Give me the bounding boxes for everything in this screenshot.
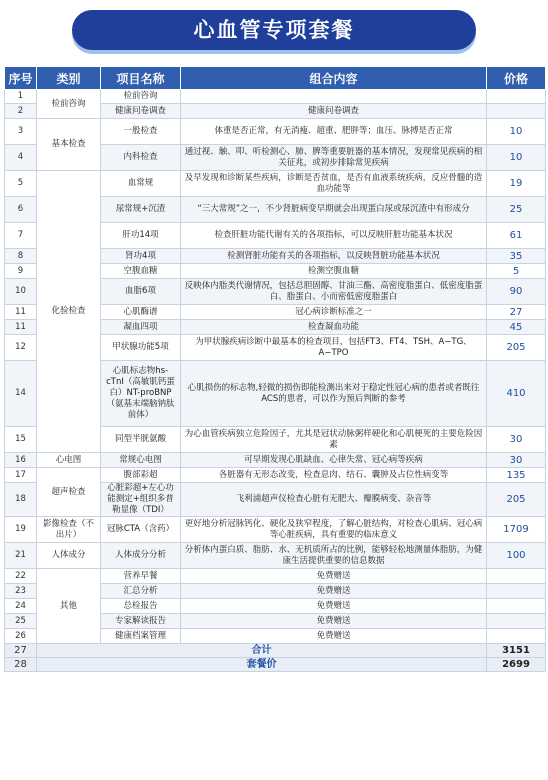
table-row: [5, 453, 546, 468]
row-category: 化验检查: [37, 171, 101, 453]
row-price: [487, 104, 546, 119]
row-content: 分析体内蛋白质、脂肪、水、无机质所占的比例，能够轻松地测量体脂肪，为健康生活提供重要的信息数据: [181, 543, 487, 569]
row-category: 影像检查（不出片）: [37, 517, 101, 543]
row-item-name: 心肌标志物hs-cTnI（高敏肌钙蛋白）NT-proBNP（氨基末端脑钠肽前体）: [101, 361, 181, 427]
row-category: 基本检查: [37, 119, 101, 171]
row-price: 61: [487, 223, 546, 249]
row-category: 心电图: [37, 453, 101, 468]
row-item-name: 检前咨询: [101, 90, 181, 104]
table-row: [5, 517, 546, 543]
total-label: 套餐价: [37, 658, 487, 672]
row-number: 1: [5, 90, 37, 104]
row-content: 及早发现和诊断某些疾病，诊断是否贫血，是否有血液系统疾病，反应骨髓的造血功能等: [181, 171, 487, 197]
table-row: [5, 171, 546, 197]
row-price: 35: [487, 249, 546, 264]
row-price: [487, 584, 546, 599]
row-number: 28: [5, 658, 37, 672]
row-item-name: 血脂6项: [101, 279, 181, 305]
row-item-name: 健康问卷调查: [101, 104, 181, 119]
row-content: 为心血管疾病独立危险因子，尤其是冠状动脉粥样硬化和心肌梗死的主要危险因素: [181, 427, 487, 453]
row-number: 24: [5, 599, 37, 614]
row-price: [487, 629, 546, 644]
table-body: [5, 90, 546, 672]
row-price: 30: [487, 453, 546, 468]
row-item-name: 甲状腺功能5项: [101, 335, 181, 361]
row-price: [487, 599, 546, 614]
row-content: 可早期发现心肌缺血、心律失常、冠心病等疾病: [181, 453, 487, 468]
header-category: 类别: [37, 67, 101, 90]
package-table: [4, 66, 546, 672]
row-content: 心肌损伤的标志物,轻微的损伤即能检测出来对于稳定性冠心病的患者或者既往ACS的患者，可以作为预后判断的参考: [181, 361, 487, 427]
row-number: 25: [5, 614, 37, 629]
row-category: 其他: [37, 569, 101, 644]
row-content: 免费赠送: [181, 584, 487, 599]
row-number: 9: [5, 264, 37, 279]
row-price: [487, 614, 546, 629]
row-item-name: 肾功4项: [101, 249, 181, 264]
row-price: 135: [487, 468, 546, 483]
table-header-row: [5, 67, 546, 90]
row-number: 10: [5, 279, 37, 305]
row-price: 27: [487, 305, 546, 320]
row-content: 更好地分析冠脉钙化、硬化及狭窄程度，了解心脏结构，对检查心肌病、冠心病等心脏疾病，具有重要的临床意义: [181, 517, 487, 543]
row-content: 通过视、触、叩、听检测心、肺、脾等重要脏器的基本情况，发现常见疾病的相关征兆，或初步排除常见疾病: [181, 145, 487, 171]
row-price: 19: [487, 171, 546, 197]
row-number: 26: [5, 629, 37, 644]
row-price: 205: [487, 335, 546, 361]
row-item-name: 尿常规+沉渣: [101, 197, 181, 223]
row-content: 体重是否正常，有无消瘦、超重、肥胖等；血压、脉搏是否正常: [181, 119, 487, 145]
row-item-name: 肝功14项: [101, 223, 181, 249]
row-content: [181, 90, 487, 104]
row-number: 17: [5, 468, 37, 483]
row-number: 2: [5, 104, 37, 119]
row-number: 19: [5, 517, 37, 543]
row-item-name: 一般检查: [101, 119, 181, 145]
table-row: [5, 468, 546, 483]
table-row: [5, 543, 546, 569]
header-content: 组合内容: [181, 67, 487, 90]
row-price: 45: [487, 320, 546, 335]
row-price: 25: [487, 197, 546, 223]
row-category: 人体成分: [37, 543, 101, 569]
total-price: 3151: [487, 644, 546, 658]
row-price: 30: [487, 427, 546, 453]
row-number: 27: [5, 644, 37, 658]
row-content: 飞利浦超声仪检查心脏有无肥大、瓣膜病变、杂音等: [181, 483, 487, 517]
total-row: [5, 644, 546, 658]
row-number: 22: [5, 569, 37, 584]
header-item: 项目名称: [101, 67, 181, 90]
row-number: 4: [5, 145, 37, 171]
row-item-name: 总检报告: [101, 599, 181, 614]
row-category: 检前咨询: [37, 90, 101, 119]
row-item-name: 同型半胱氨酸: [101, 427, 181, 453]
row-item-name: 冠脉CTA（含药）: [101, 517, 181, 543]
page-title: 心血管专项套餐: [72, 10, 476, 50]
row-item-name: 空腹血糖: [101, 264, 181, 279]
table-row: [5, 119, 546, 145]
row-price: 10: [487, 119, 546, 145]
row-content: 反映体内脂类代谢情况，包括总胆固醇、甘油三酯、高密度脂蛋白、低密度脂蛋白、脂蛋白、小而密低密度脂蛋白: [181, 279, 487, 305]
header-price: 价格: [487, 67, 546, 90]
row-item-name: 心脏彩超+左心功能测定+组织多普勒显像（TDI）: [101, 483, 181, 517]
row-item-name: 人体成分分析: [101, 543, 181, 569]
row-category: 超声检查: [37, 468, 101, 517]
row-content: 冠心病诊断标准之一: [181, 305, 487, 320]
row-price: 100: [487, 543, 546, 569]
row-item-name: 心肌酶谱: [101, 305, 181, 320]
total-price: 2699: [487, 658, 546, 672]
row-number: 23: [5, 584, 37, 599]
row-item-name: 腹部彩超: [101, 468, 181, 483]
header-seq: 序号: [5, 67, 37, 90]
row-content: “三大常规”之一，不少肾脏病变早期就会出现蛋白尿或尿沉渣中有形成分: [181, 197, 487, 223]
total-row: [5, 658, 546, 672]
row-content: 检测肾脏功能有关的各项指标，以反映肾脏功能基本状况: [181, 249, 487, 264]
row-item-name: 血常规: [101, 171, 181, 197]
row-number: 3: [5, 119, 37, 145]
row-number: 6: [5, 197, 37, 223]
row-item-name: 常规心电图: [101, 453, 181, 468]
row-item-name: 专家解读报告: [101, 614, 181, 629]
total-label: 合计: [37, 644, 487, 658]
row-price: 1709: [487, 517, 546, 543]
row-price: [487, 569, 546, 584]
row-number: 7: [5, 223, 37, 249]
row-price: 5: [487, 264, 546, 279]
row-content: 检测空腹血糖: [181, 264, 487, 279]
row-number: 14: [5, 361, 37, 427]
row-content: 免费赠送: [181, 629, 487, 644]
row-content: 免费赠送: [181, 569, 487, 584]
row-number: 12: [5, 335, 37, 361]
row-number: 11: [5, 305, 37, 320]
row-content: 健康问卷调查: [181, 104, 487, 119]
row-price: 10: [487, 145, 546, 171]
row-price: 90: [487, 279, 546, 305]
row-number: 8: [5, 249, 37, 264]
row-content: 免费赠送: [181, 599, 487, 614]
row-number: 21: [5, 543, 37, 569]
row-content: 为甲状腺疾病诊断中最基本的检查项目，包括FT3、FT4、TSH、A−TG、A−TPO: [181, 335, 487, 361]
row-item-name: 内科检查: [101, 145, 181, 171]
row-number: 15: [5, 427, 37, 453]
row-price: 205: [487, 483, 546, 517]
table-row: [5, 569, 546, 584]
row-number: 5: [5, 171, 37, 197]
row-item-name: 凝血四项: [101, 320, 181, 335]
row-price: [487, 90, 546, 104]
row-item-name: 营养早餐: [101, 569, 181, 584]
row-price: 410: [487, 361, 546, 427]
row-content: 检查凝血功能: [181, 320, 487, 335]
row-content: 检查肝脏功能代谢有关的各项指标，可以反映肝脏功能基本状况: [181, 223, 487, 249]
row-number: 18: [5, 483, 37, 517]
row-item-name: 汇总分析: [101, 584, 181, 599]
row-number: 16: [5, 453, 37, 468]
row-content: 免费赠送: [181, 614, 487, 629]
row-content: 各脏器有无形态改变，检查息肉、结石、囊肿及占位性病变等: [181, 468, 487, 483]
row-item-name: 健康档案管理: [101, 629, 181, 644]
row-number: 11: [5, 320, 37, 335]
table-row: [5, 90, 546, 104]
